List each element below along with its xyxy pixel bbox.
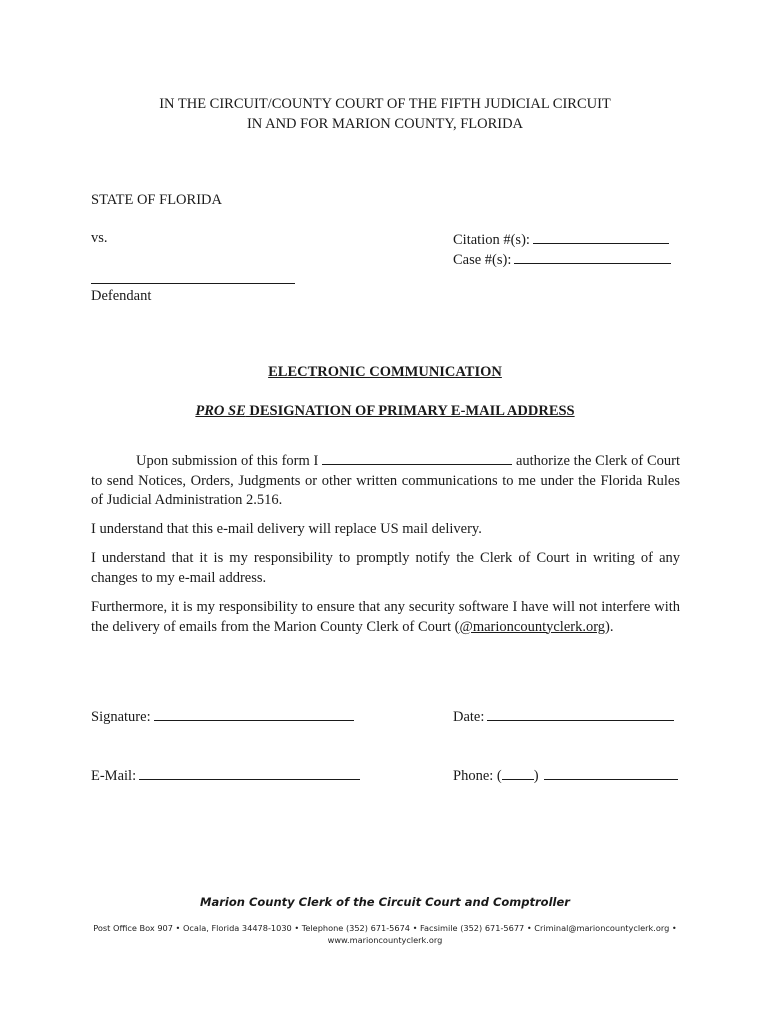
authorization-paragraph bbox=[91, 451, 680, 511]
email-label: E-Mail: bbox=[91, 768, 137, 784]
date-label: Date: bbox=[453, 709, 485, 725]
phone-number-blank[interactable] bbox=[544, 766, 678, 780]
signature-field bbox=[91, 707, 354, 726]
phone-close-paren: ) bbox=[533, 768, 539, 784]
case-number-field bbox=[453, 250, 671, 269]
footer-website: www.marioncountyclerk.org bbox=[327, 935, 443, 945]
document-subtitle bbox=[0, 403, 770, 420]
court-caption-line-2: IN AND FOR MARION COUNTY, FLORIDA bbox=[246, 116, 524, 132]
responsibility-paragraph: I understand that it is my responsibility to promptly notify the Clerk of Court in writing of any changes to my e-mail address. bbox=[91, 550, 680, 586]
footer-contact-info bbox=[0, 922, 770, 946]
security-text: Furthermore, it is my responsibility to ensure that any security software I have will not interfere with the delivery of emails from the Marion County Clerk of Court ( bbox=[91, 599, 680, 635]
subtitle-text: DESIGNATION OF PRIMARY E-MAIL ADDRESS bbox=[245, 403, 575, 419]
clerk-domain-link[interactable]: @marioncountyclerk.org bbox=[459, 618, 606, 635]
area-code-blank[interactable] bbox=[502, 766, 534, 780]
footer-address-line: Post Office Box 907 • Ocala, Florida 34478-1030 • Telephone (352) 671-5674 • Facsimile (352) 671-5677 • Criminal@marioncountyclerk.org • bbox=[93, 923, 677, 933]
citation-blank[interactable] bbox=[533, 230, 669, 244]
authorization-rest: authorize the Clerk of Court to send Notices, Orders, Judgments or other written communications to me under the Florida Rules of Judicial Administration 2.516. bbox=[91, 453, 681, 508]
citation-field bbox=[453, 230, 669, 249]
date-blank[interactable] bbox=[487, 707, 674, 721]
authorization-start: Upon submission of this form I bbox=[136, 453, 319, 469]
date-field bbox=[453, 707, 674, 726]
court-caption bbox=[0, 94, 770, 134]
state-of-florida: STATE OF FLORIDA bbox=[91, 192, 222, 208]
email-field bbox=[91, 766, 360, 785]
signature-blank[interactable] bbox=[154, 707, 354, 721]
case-number-blank[interactable] bbox=[514, 250, 671, 264]
name-blank[interactable] bbox=[322, 451, 512, 465]
mail-delivery-paragraph: I understand that this e-mail delivery will replace US mail delivery. bbox=[91, 521, 482, 537]
security-software-paragraph bbox=[91, 598, 680, 637]
phone-field bbox=[453, 766, 678, 785]
defendant-name-blank[interactable] bbox=[91, 270, 295, 284]
footer-title: Marion County Clerk of the Circuit Court and Comptroller bbox=[200, 895, 570, 909]
defendant-label: Defendant bbox=[91, 288, 152, 304]
court-caption-line-1: IN THE CIRCUIT/COUNTY COURT OF THE FIFTH JUDICIAL CIRCUIT bbox=[159, 96, 611, 112]
email-blank[interactable] bbox=[139, 766, 360, 780]
security-text-end: ). bbox=[605, 618, 614, 635]
vs-label: vs. bbox=[91, 230, 108, 246]
pro-se-text: PRO SE bbox=[195, 403, 246, 419]
signature-label: Signature: bbox=[91, 709, 151, 725]
document-title: ELECTRONIC COMMUNICATION bbox=[268, 364, 502, 380]
case-number-label: Case #(s): bbox=[453, 252, 512, 268]
phone-label: Phone: ( bbox=[453, 768, 502, 784]
citation-label: Citation #(s): bbox=[453, 232, 530, 248]
